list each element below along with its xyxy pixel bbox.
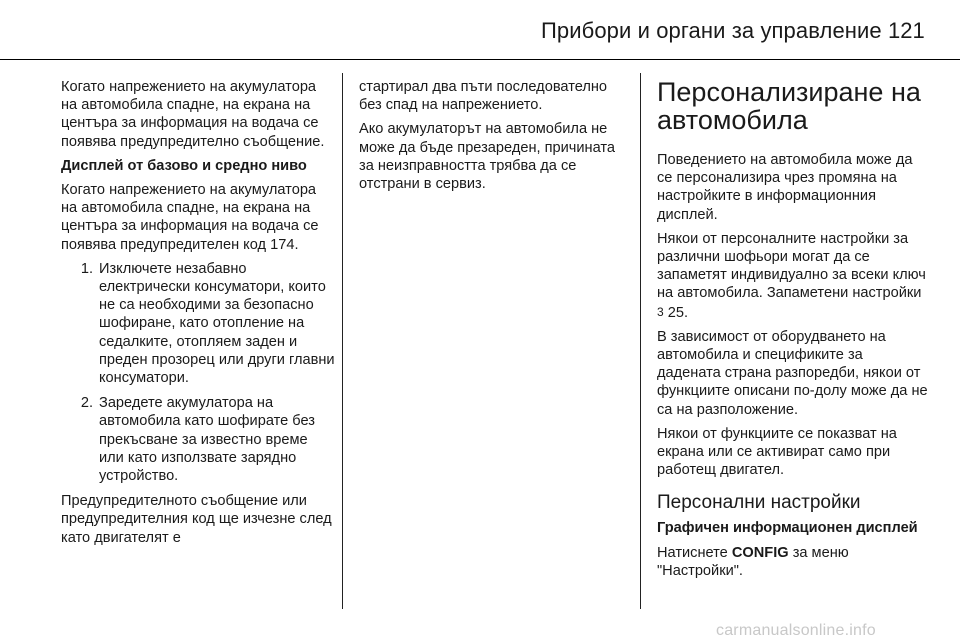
list-item-text: Изключете незабавно електрически консуматори, които не са необходими за безопасно шофиране, като отопление на седалките, отопляем заден и преден прозорец или други главни консуматори. xyxy=(99,260,335,387)
page-title: Прибори и органи за управление xyxy=(541,18,882,43)
section-subheading: Персонални настройки xyxy=(657,492,861,514)
paragraph: Когато напрежението на акумулатора на автомобила спадне, на екрана на центъра за информация на водача се появява предупредителен код 174. xyxy=(61,182,319,253)
steps-list xyxy=(61,260,335,485)
paragraph: Когато напрежението на акумулатора на автомобила спадне, на екрана на центъра за информация на водача се появява предупредително съобщение. xyxy=(61,79,325,150)
page-number: 121 xyxy=(888,18,925,43)
page-reference: 25. xyxy=(667,304,689,321)
list-item-number: 1. xyxy=(80,260,93,277)
column-divider-right xyxy=(640,73,641,609)
column-1 xyxy=(61,78,335,553)
list-item xyxy=(61,394,335,485)
paragraph: Някои от функциите се показват на екрана или се активират само при работещ двигател. xyxy=(657,425,897,479)
watermark: carmanualsonline.info xyxy=(716,622,876,639)
paragraph: стартирал два пъти последователно без спад на напрежението. xyxy=(359,79,608,114)
paragraph: Ако акумулаторът на автомобила не може да бъде презареден, причината за неизправността трябва да се отстрани в сервиз. xyxy=(359,121,616,193)
paragraph: Поведението на автомобила може да се персонализира чрез промяна на настройките в информационния дисплей. xyxy=(657,152,913,223)
paragraph: Предупредителното съобщение или предупредителния код ще изчезне след като двигателят е xyxy=(61,493,332,546)
paragraph xyxy=(657,230,929,322)
section-heading: Персонализиране на автомобила xyxy=(657,77,921,135)
page-reference-icon: 3 xyxy=(657,304,664,319)
list-item xyxy=(61,260,335,387)
column-2 xyxy=(359,78,629,199)
section-subsubheading: Графичен информационен дисплей xyxy=(657,520,918,537)
section-subheading: Дисплей от базово и средно ниво xyxy=(61,157,307,174)
paragraph xyxy=(657,544,929,580)
paragraph-text: Натиснете xyxy=(657,544,728,561)
column-divider-left xyxy=(342,73,343,609)
list-item-number: 2. xyxy=(80,395,93,412)
paragraph: В зависимост от оборудването на автомобила и спецификите за дадената страна разпоредби, някои от функциите описани по-долу може да не са на разположение. xyxy=(657,328,928,418)
paragraph-text: за меню "Настройки". xyxy=(657,544,849,579)
column-3 xyxy=(657,78,929,586)
list-item-text: Заредете акумулатора на автомобила като шофирате без прекъсване за известно време или като използвате зарядно устройство. xyxy=(99,395,315,485)
header-divider xyxy=(0,59,960,60)
paragraph-text: Някои от персоналните настройки за различни шофьори могат да се запаметят индивидуално за всеки ключ на автомобила. Запаметени настройки xyxy=(657,230,926,302)
config-button-label: CONFIG xyxy=(731,544,789,561)
